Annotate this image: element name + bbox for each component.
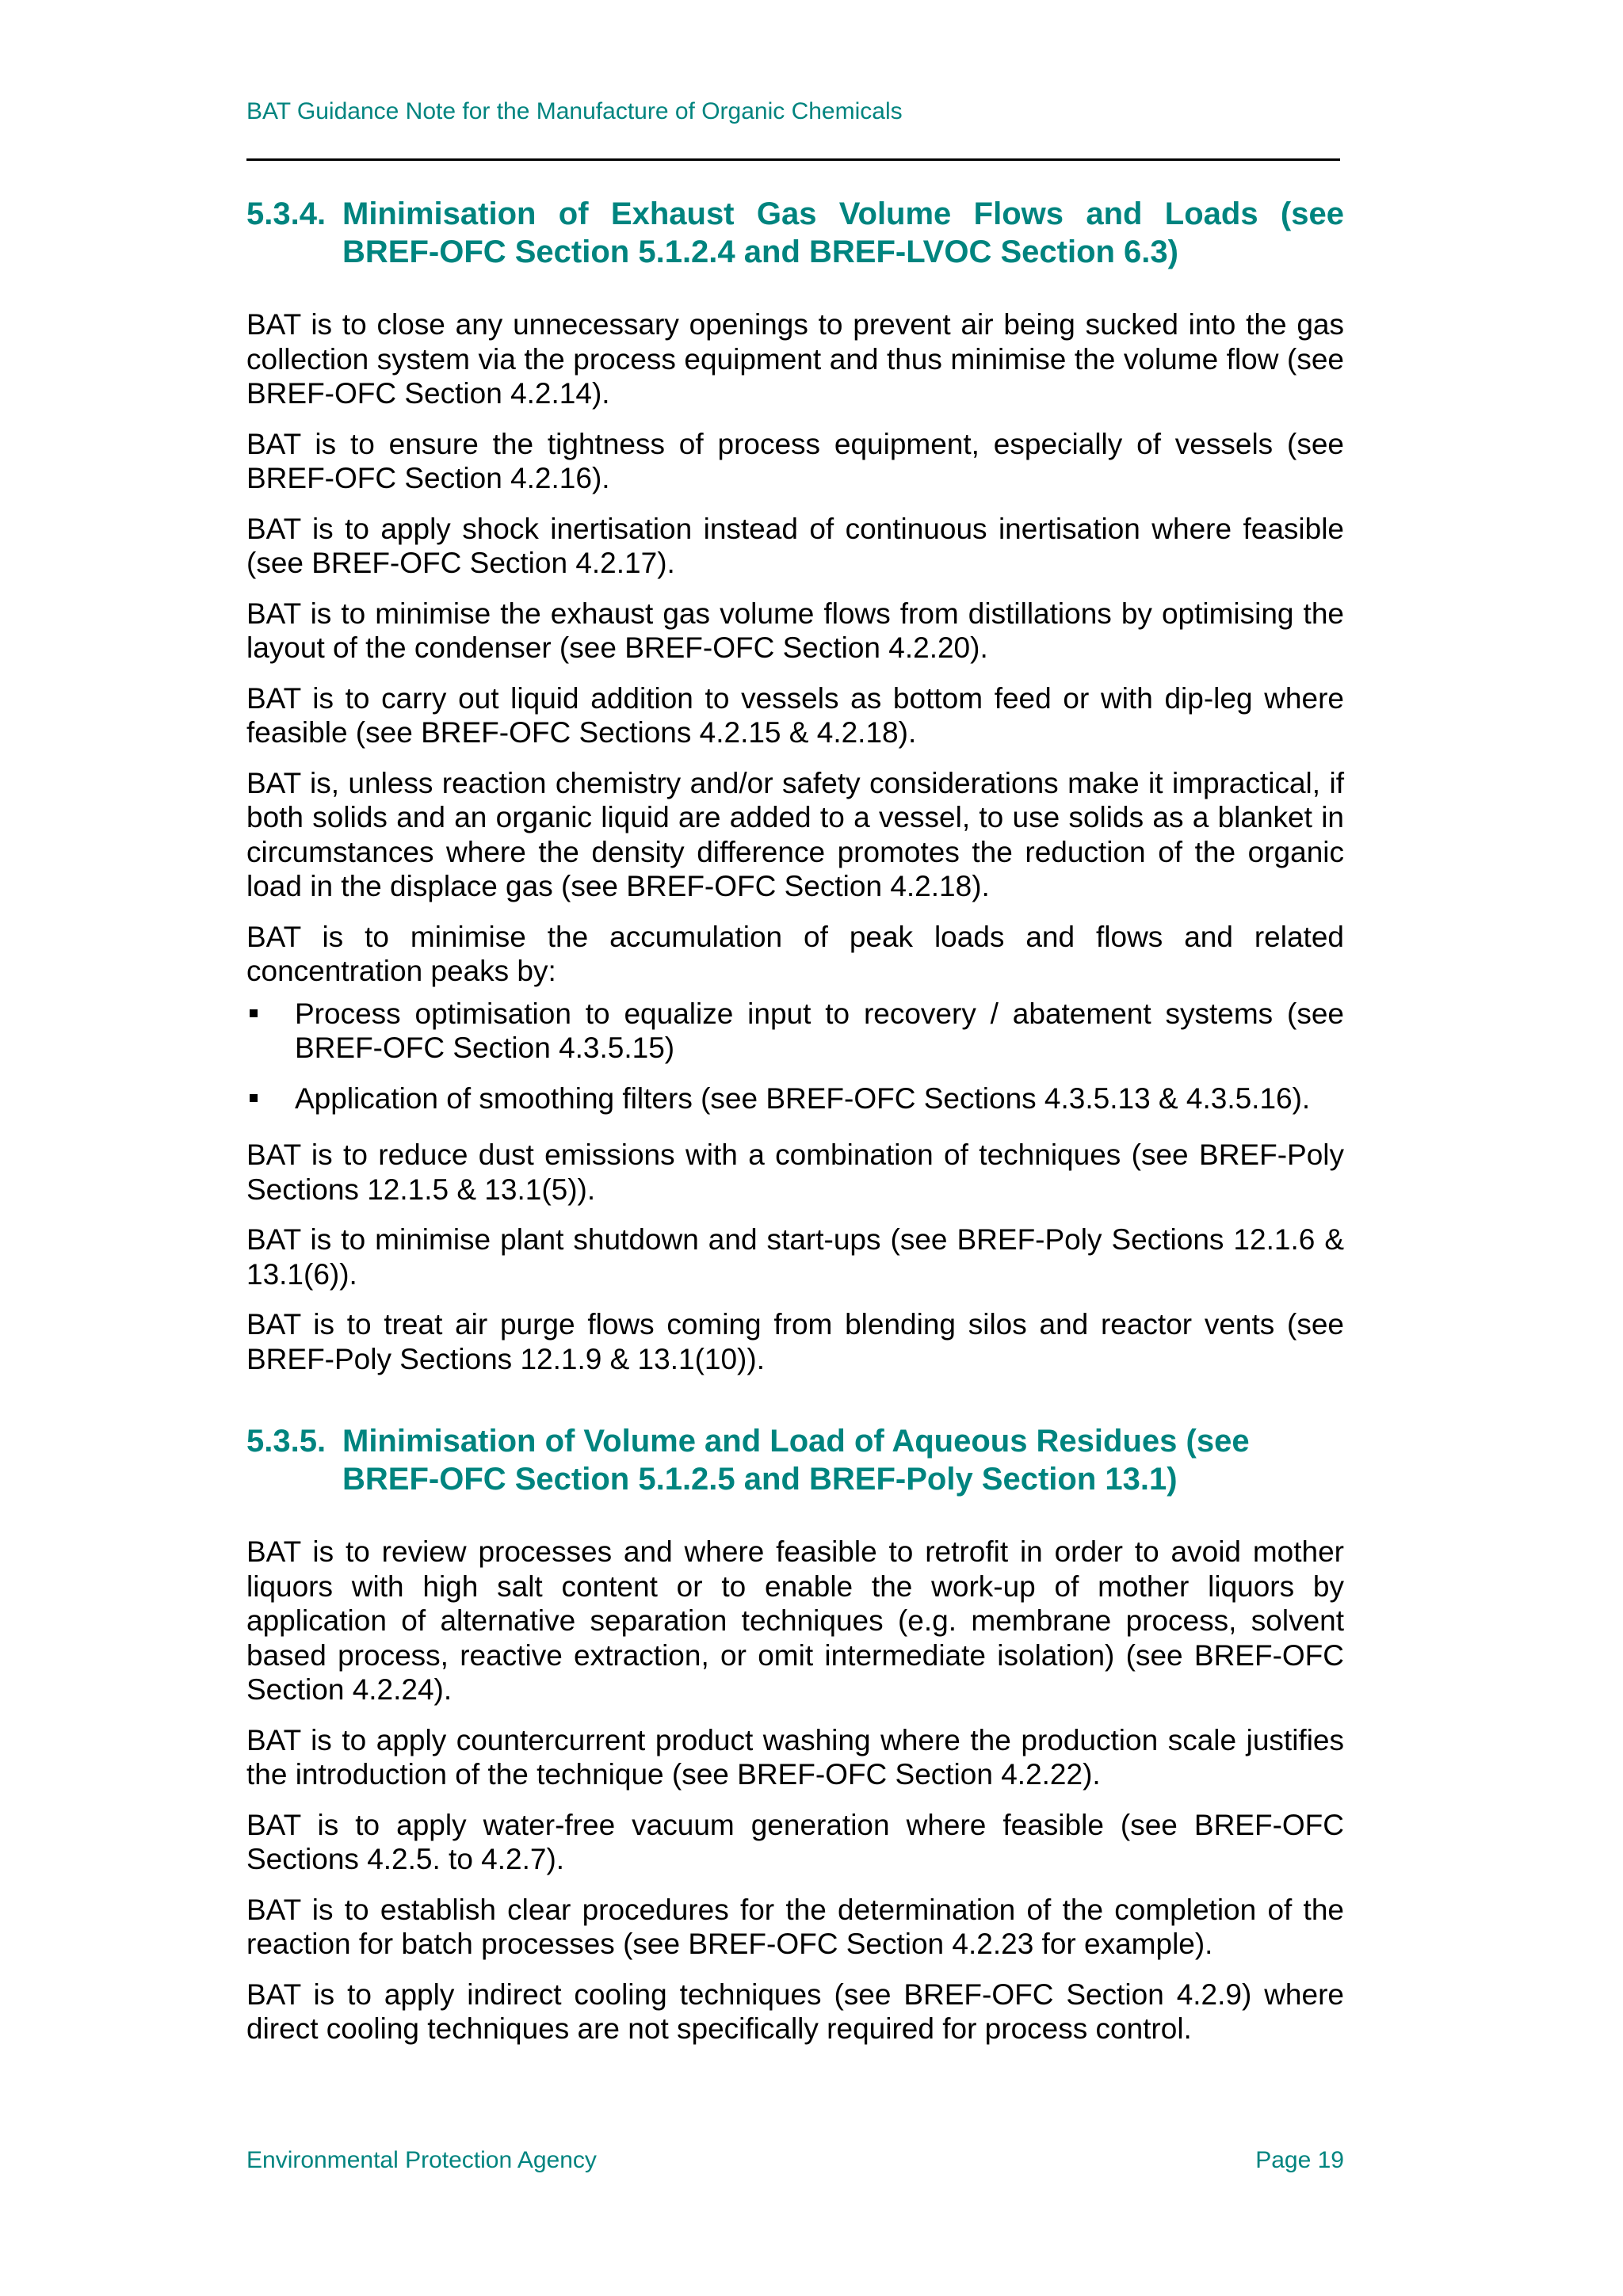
footer-page-number: Page 19 (1255, 2147, 1344, 2173)
page-body (246, 195, 1344, 2062)
square-bullet-icon (250, 1094, 258, 1102)
paragraph: BAT is to close any unnecessary openings to prevent air being sucked into the gas collection system via the process equipment and thus minimise the volume flow (see BREF-OFC Section 4.2.14). (246, 308, 1344, 410)
paragraph: BAT is to review processes and where feasible to retrofit in order to avoid mother liquors with high salt content or to enable the work-up of mother liquors by application of alternative separation techniques (e.g. membrane process, solvent based process, reactive extraction, or omit intermediate isolation) (see BREF-OFC Section 4.2.24). (246, 1535, 1344, 1706)
paragraph: BAT is to establish clear procedures for the determination of the completion of the reaction for batch processes (see BREF-OFC Section 4.2.23 for example). (246, 1893, 1344, 1960)
section-heading-5-3-4 (246, 195, 1344, 271)
bullet-text: Application of smoothing filters (see BREF-OFC Sections 4.3.5.13 & 4.3.5.16). (295, 1081, 1311, 1115)
paragraph: BAT is to minimise the exhaust gas volume flows from distillations by optimising the layout of the condenser (see BREF-OFC Section 4.2.20). (246, 597, 1344, 664)
paragraph: BAT is to apply indirect cooling techniques (see BREF-OFC Section 4.2.9) where direct cooling techniques are not specifically required for process control. (246, 1978, 1344, 2045)
paragraph: BAT is to minimise plant shutdown and start-ups (see BREF-Poly Sections 12.1.6 & 13.1(6)). (246, 1223, 1344, 1291)
header-divider (246, 158, 1340, 161)
bullet-text: Process optimisation to equalize input to recovery / abatement systems (see BREF-OFC Section 4.3.5.15) (295, 997, 1344, 1064)
bullet-item (246, 997, 1344, 1066)
running-header: BAT Guidance Note for the Manufacture of Organic Chemicals (246, 98, 903, 124)
section-title (342, 1422, 1344, 1498)
footer-organisation: Environmental Protection Agency (246, 2147, 597, 2173)
paragraph: BAT is to carry out liquid addition to vessels as bottom feed or with dip-leg where feasible (see BREF-OFC Sections 4.2.15 & 4.2.18). (246, 681, 1344, 749)
paragraph: BAT is to reduce dust emissions with a combination of techniques (see BREF-Poly Sections 12.1.5 & 13.1(5)). (246, 1138, 1344, 1206)
section-number: 5.3.5. (246, 1424, 327, 1459)
bullet-item (246, 1081, 1344, 1116)
section-title-line-2: BREF-OFC Section 5.1.2.5 and BREF-Poly Section 13.1) (342, 1462, 1178, 1497)
paragraph: BAT is, unless reaction chemistry and/or safety considerations make it impractical, if both solids and an organic liquid are added to a vessel, to use solids as a blanket in circumstances where the density difference promotes the reduction of the organic load in the displace gas (see BREF-OFC Section 4.2.18). (246, 766, 1344, 902)
paragraph: BAT is to apply shock inertisation instead of continuous inertisation where feasible (see BREF-OFC Section 4.2.17). (246, 512, 1344, 579)
bullet-list (246, 997, 1344, 1116)
section-heading-5-3-5 (246, 1422, 1344, 1498)
section-number: 5.3.4. (246, 196, 327, 231)
section-title-line-1: Minimisation of Exhaust Gas Volume Flows and Loads (see (342, 196, 1344, 231)
square-bullet-icon (250, 1009, 258, 1017)
paragraph: BAT is to treat air purge flows coming from blending silos and reactor vents (see BREF-Poly Sections 12.1.9 & 13.1(10)). (246, 1308, 1344, 1375)
section-title (342, 195, 1344, 271)
paragraph: BAT is to apply countercurrent product washing where the production scale justifies the introduction of the technique (see BREF-OFC Section 4.2.22). (246, 1723, 1344, 1791)
paragraph: BAT is to ensure the tightness of process equipment, especially of vessels (see BREF-OFC Section 4.2.16). (246, 427, 1344, 494)
paragraph: BAT is to apply water-free vacuum generation where feasible (see BREF-OFC Sections 4.2.5. to 4.2.7). (246, 1808, 1344, 1875)
section-title-line-1: Minimisation of Volume and Load of Aqueous Residues (see (342, 1424, 1250, 1459)
section-title-line-2: BREF-OFC Section 5.1.2.4 and BREF-LVOC Section 6.3) (342, 235, 1178, 269)
paragraph: BAT is to minimise the accumulation of peak loads and flows and related concentration peaks by: (246, 920, 1344, 987)
